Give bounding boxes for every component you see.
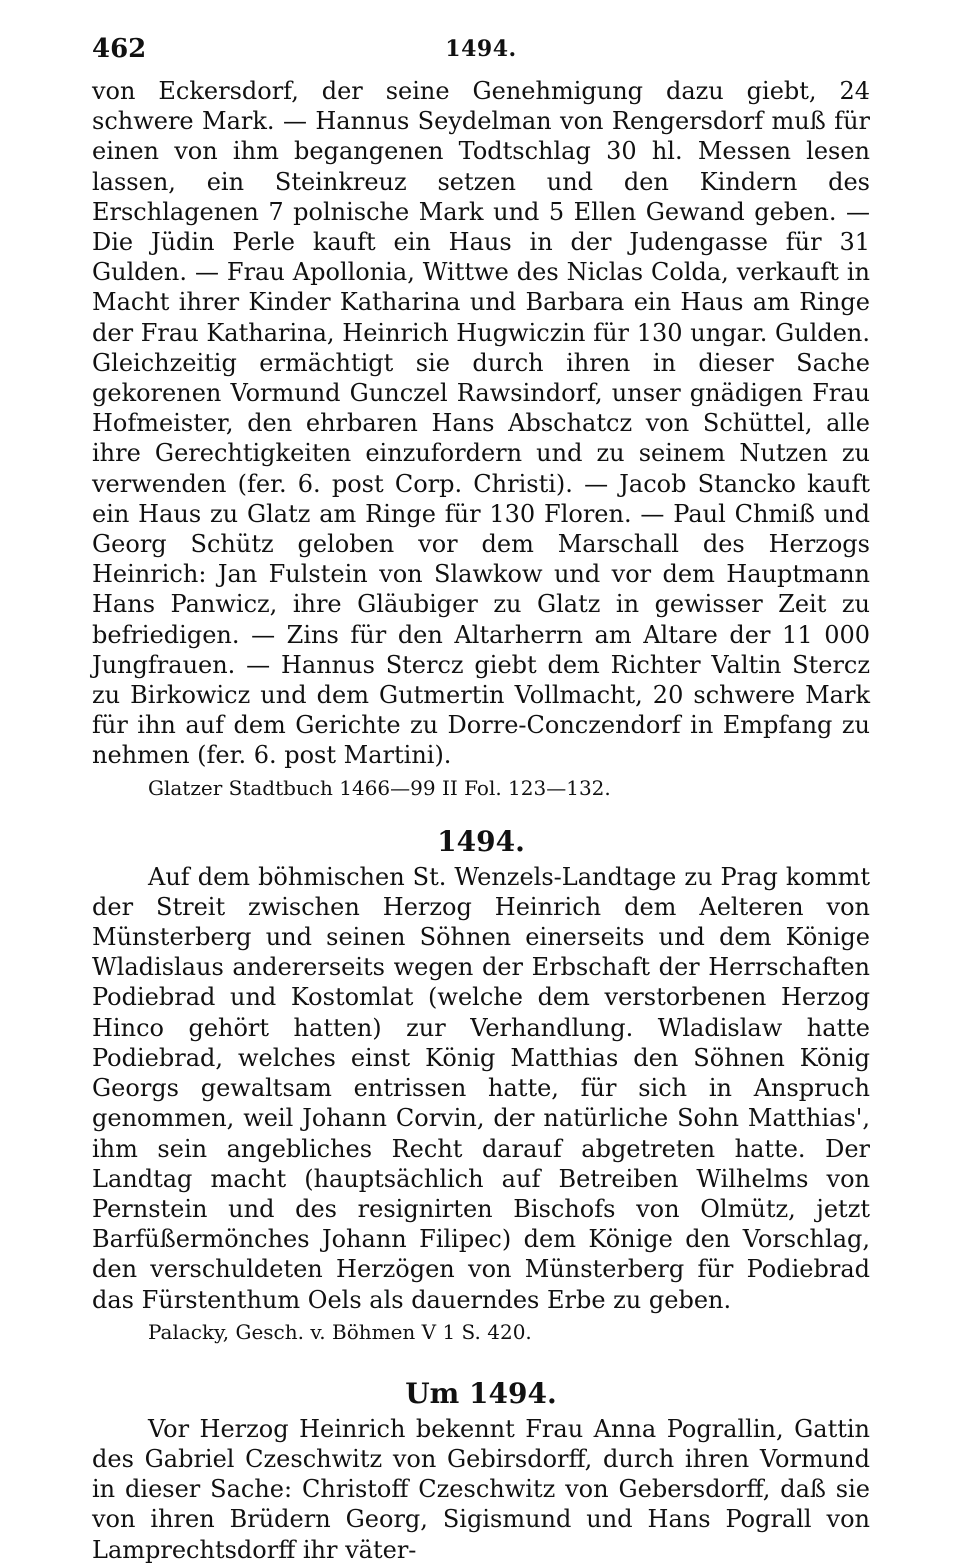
entry-2-source: Palacky, Gesch. v. Böhmen V 1 S. 420. (148, 1319, 532, 1344)
entry-2-heading: 1494. (437, 824, 525, 858)
entry-3-heading: Um 1494. (405, 1376, 557, 1410)
entry-1-text: von Eckersdorf, der seine Genehmigung dazu giebt, 24 schwere Mark. — Hannus Seydelman von Rengersdorf muß für einen von ihm begangenen Todtschlag 30 hl. Messen lesen lassen, ein Steinkreuz setzen und den Kindern des Erschlagenen 7 polnische Mark und 5 Ellen Gewand geben. — Die Jüdin Perle kauft ein Haus in der Judengasse für 31 Gulden. — Frau Apollonia, Wittwe des Niclas Colda, verkauft in Macht ihrer Kinder Katharina und Barbara ein Haus am Ringe der Frau Katharina, Heinrich Hugwiczin für 130 ungar. Gulden. Gleichzeitig ermächtigt sie durch ihren in dieser Sache gekorenen Vormund Gunczel Rawsindorf, unser gnädigen Frau Hofmeister, den ehrbaren Hans Abschatcz von Schüttel, alle ihre Gerechtigkeiten einzufordern und zu seinem Nutzen zu verwenden (fer. 6. post Corp. Christi). — Jacob Stancko kauft ein Haus zu Glatz am Ringe für 130 Floren. — Paul Chmiß und Georg Schütz geloben vor dem Marschall des Herzogs Heinrich: Jan Fulstein von Slawkow und vor dem Hauptmann Hans Panwicz, ihre Gläubiger zu Glatz in gewisser Zeit zu befriedigen. — Zins für den Altarherrn am Altare der 11 000 Jungfrauen. — Hannus Stercz giebt dem Richter Valtin Stercz zu Birkowicz und dem Gutmertin Vollmacht, 20 schwere Mark für ihn auf dem Gerichte zu Dorre-Conczendorf in Empfang zu nehmen (fer. 6. post Martini). (92, 77, 870, 770)
page-number: 462 (92, 34, 147, 64)
entry-2-text: Auf dem böhmischen St. Wenzels-Landtage zu Prag kommt der Streit zwischen Herzog Heinrich dem Aelteren von Münsterberg und seinen Söhnen einerseits und dem Könige Wladislaus andererseits wegen der Erbschaft der Herrschaften Podiebrad und Kostomlat (welche dem verstorbenen Herzog Hinco gehört hatten) zur Verhandlung. Wladislaw hatte Podiebrad, welches einst König Matthias den Söhnen König Georgs gewaltsam entrissen hatte, für sich in Anspruch genommen, weil Johann Corvin, der natürliche Sohn Matthias', ihm sein angebliches Recht darauf abgetreten hatte. Der Landtag macht (hauptsächlich auf Betreiben Wilhelms von Pernstein und des resignirten Bischofs von Olmütz, jetzt Barfüßermönches Johann Filipec) dem Könige den Vorschlag, den verschuldeten Herzögen von Münsterberg für Podiebrad das Fürstenthum Oels als dauerndes Erbe zu geben. (92, 862, 870, 1314)
running-title: 1494. (445, 36, 517, 62)
entry-1-source: Glatzer Stadtbuch 1466—99 II Fol. 123—132. (148, 775, 611, 800)
running-header (92, 30, 870, 76)
document-page (92, 30, 870, 1565)
entry-3-text: Vor Herzog Heinrich bekennt Frau Anna Pograllin, Gattin des Gabriel Czeschwitz von Gebirsdorff, durch ihren Vormund in dieser Sache: Christoff Czeschwitz von Gebersdorff, daß sie von ihren Brüdern Georg, Sigismund und Hans Pograll von Lamprechtsdorff ihr väter- (92, 1414, 870, 1564)
